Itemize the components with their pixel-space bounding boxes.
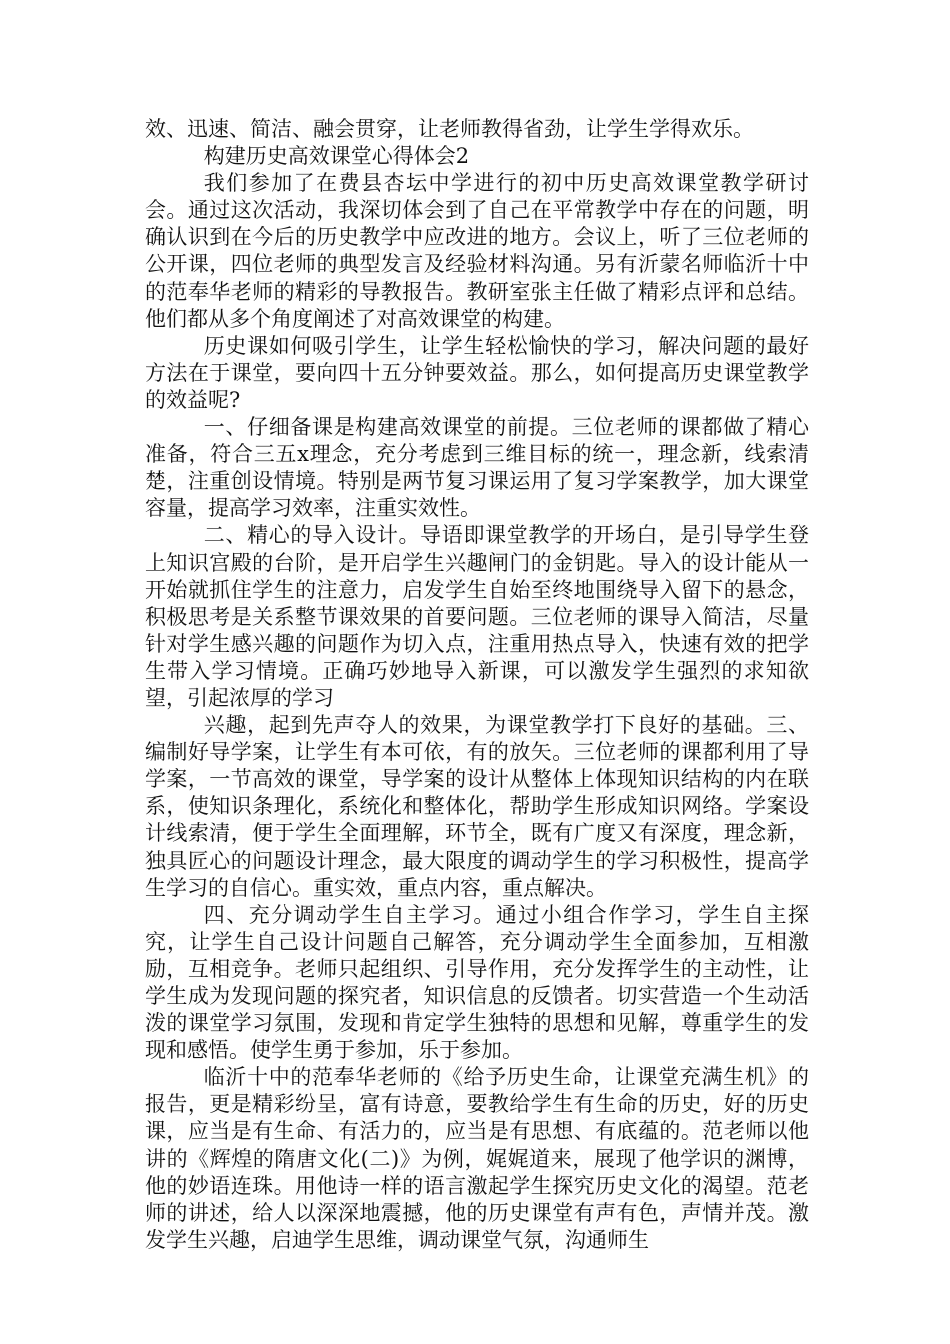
paragraph-continuation: 效、迅速、简洁、融会贯穿，让老师教得省劲，让学生学得欢乐。 <box>145 117 754 141</box>
paragraph-report: 临沂十中的范奉华老师的《给予历史生命，让课堂充满生机》的报告，更是精彩纷呈，富有诗意，要教给学生有生命的历史，好的历史课，应当是有生命、有活力的，应当是有思想、有底蕴的。范老师以他讲的《辉煌的隋唐文化(二)》为例，娓娓道来，展现了他学识的渊博，他的妙语连珠。用他诗一样的语言激起学生探究历史文化的渴望。范老师的讲述，给人以深深地震撼，他的历史课堂有声有色，声情并茂。激发学生兴趣，启迪学生思维，调动课堂气氛，沟通师生 <box>145 1065 809 1252</box>
paragraph-point-four: 四、充分调动学生自主学习。通过小组合作学习，学生自主探究，让学生自己设计问题自己解答，充分调动学生全面参加，互相激励，互相竞争。老师只起组织、引导作用，充分发挥学生的主动性，让学生成为发现问题的探究者，知识信息的反馈者。切实营造一个生动活泼的课堂学习氛围，发现和肯定学生独特的思想和见解，尊重学生的发现和感悟。使学生勇于参加，乐于参加。 <box>145 902 809 1063</box>
paragraph-point-three: 兴趣，起到先声夺人的效果，为课堂教学打下良好的基础。三、编制好导学案，让学生有本可依，有的放矢。三位老师的课都利用了导学案，一节高效的课堂，导学案的设计从整体上体现知识结构的内在联系，使知识条理化，系统化和整体化，帮助学生形成知识网络。学案设计线索清，便于学生全面理解，环节全，既有广度又有深度，理念新，独具匠心的问题设计理念，最大限度的调动学生的学习积极性，提高学生学习的自信心。重实效，重点内容，重点解决。 <box>145 713 809 900</box>
paragraph-point-one: 一、仔细备课是构建高效课堂的前提。三位老师的课都做了精心准备，符合三五x理念，充分考虑到三维目标的统一，理念新，线索清楚，注重创设情境。特别是两节复习课运用了复习学案教学，加大课堂容量，提高学习效率，注重实效性。 <box>145 415 809 521</box>
paragraph-intro: 我们参加了在费县杏坛中学进行的初中历史高效课堂教学研讨会。通过这次活动，我深切体会到了自己在平常教学中存在的问题，明确认识到在今后的历史教学中应改进的地方。会议上，听了三位老师的公开课，四位老师的典型发言及经验材料沟通。另有沂蒙名师临沂十中的范奉华老师的精彩的导教报告。教研室张主任做了精彩点评和总结。他们都从多个角度阐述了对高效课堂的构建。 <box>145 171 809 331</box>
paragraph-question: 历史课如何吸引学生，让学生轻松愉快的学习，解决问题的最好方法在于课堂，要向四十五分钟要效益。那么，如何提高历史课堂教学的效益呢? <box>145 333 809 412</box>
paragraph-point-two: 二、精心的导入设计。导语即课堂教学的开场白，是引导学生登上知识宫殿的台阶，是开启学生兴趣闸门的金钥匙。导入的设计能从一开始就抓住学生的注意力，启发学生自始至终地围绕导入留下的悬念，积极思考是关系整节课效果的首要问题。三位老师的课导入简洁，尽量针对学生感兴趣的问题作为切入点，注重用热点导入，快速有效的把学生带入学习情境。正确巧妙地导入新课，可以激发学生强烈的求知欲望，引起浓厚的学习 <box>145 523 809 710</box>
section-heading: 构建历史高效课堂心得体会2 <box>203 144 470 169</box>
document-body <box>145 116 809 1254</box>
